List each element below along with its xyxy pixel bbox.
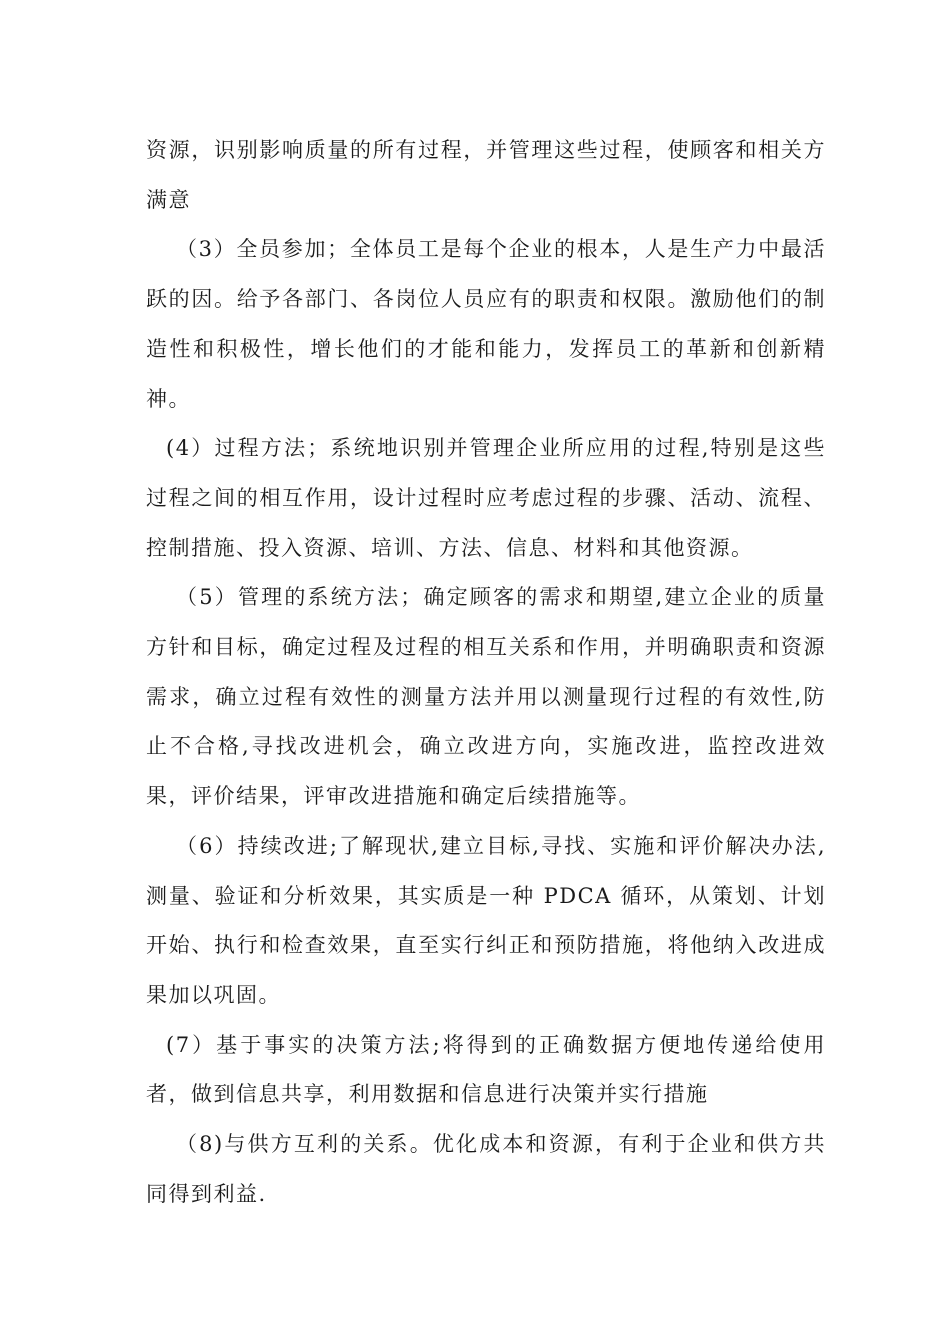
paragraph-continual-improvement: （6）持续改进;了解现状,建立目标,寻找、实施和评价解决办法,测量、验证和分析效果，其实质是一种 PDCA 循环，从策划、计划开始、执行和检查效果，直至实行纠正和预防措施，将他纳入改进成果加以巩固。 xyxy=(146,833,826,1007)
document-body xyxy=(146,126,826,1219)
paragraph-system-approach: （5）管理的系统方法；确定顾客的需求和期望,建立企业的质量方针和目标，确定过程及过程的相互关系和作用，并明确职责和资源需求，确立过程有效性的测量方法并用以测量现行过程的有效性,防止不合格,寻找改进机会，确立改进方向，实施改进，监控改进效果，评价结果，评审改进措施和确定后续措施等。 xyxy=(146,585,826,809)
paragraph-process-approach: (4）过程方法；系统地识别并管理企业所应用的过程,特别是这些过程之间的相互作用，设计过程时应考虑过程的步骤、活动、流程、控制措施、投入资源、培训、方法、信息、材料和其他资源。 xyxy=(146,436,826,560)
paragraph-fact-based-decision: (7）基于事实的决策方法;将得到的正确数据方便地传递给使用者，做到信息共享，利用数据和信息进行决策并实行措施 xyxy=(146,1032,826,1107)
paragraph-resources-continuation: 资源，识别影响质量的所有过程，并管理这些过程，使顾客和相关方满意 xyxy=(146,138,826,212)
paragraph-supplier-relationship: （8)与供方互利的关系。优化成本和资源，有利于企业和供方共同得到利益. xyxy=(146,1132,826,1206)
paragraph-full-participation: （3）全员参加；全体员工是每个企业的根本，人是生产力中最活跃的因。给予各部门、各岗位人员应有的职责和权限。激励他们的制造性和积极性，增长他们的才能和能力，发挥员工的革新和创新精神。 xyxy=(146,237,826,411)
